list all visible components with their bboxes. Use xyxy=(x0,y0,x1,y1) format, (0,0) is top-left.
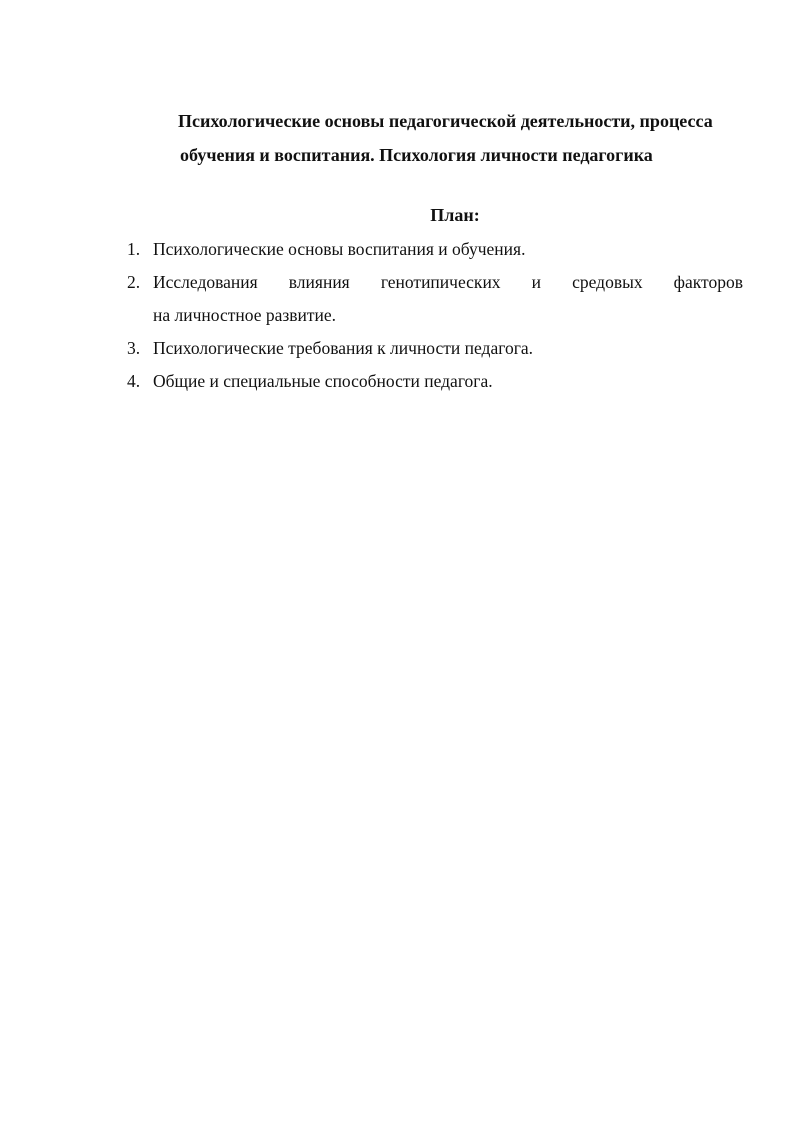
plan-list xyxy=(127,233,743,398)
plan-item-text-row-2: на личностное развитие. xyxy=(153,305,337,325)
plan-item-text: Психологические требования к личности педагога. xyxy=(153,338,534,358)
plan-item-number: 1. xyxy=(127,239,141,259)
plan-item-text-row-1: Исследования влияния генотипических и средовых факторов xyxy=(153,272,743,292)
plan-heading: План: xyxy=(430,205,480,225)
plan-item-number: 2. xyxy=(127,272,141,292)
plan-item-3 xyxy=(127,332,743,365)
plan-item-4 xyxy=(127,365,743,398)
title-line-1: Психологические основы педагогической деятельности, процесса xyxy=(178,111,713,131)
title-line-2: обучения и воспитания. Психология личности педагогика xyxy=(180,145,653,165)
plan-item-number: 3. xyxy=(127,338,141,358)
plan-item-2 xyxy=(127,266,743,332)
plan-item-text: Психологические основы воспитания и обучения. xyxy=(153,239,526,259)
plan-item-text xyxy=(153,266,743,332)
plan-item-number: 4. xyxy=(127,371,141,391)
plan-item-text: Общие и специальные способности педагога. xyxy=(153,371,493,391)
document-title xyxy=(150,104,730,172)
plan-item-1 xyxy=(127,233,743,266)
